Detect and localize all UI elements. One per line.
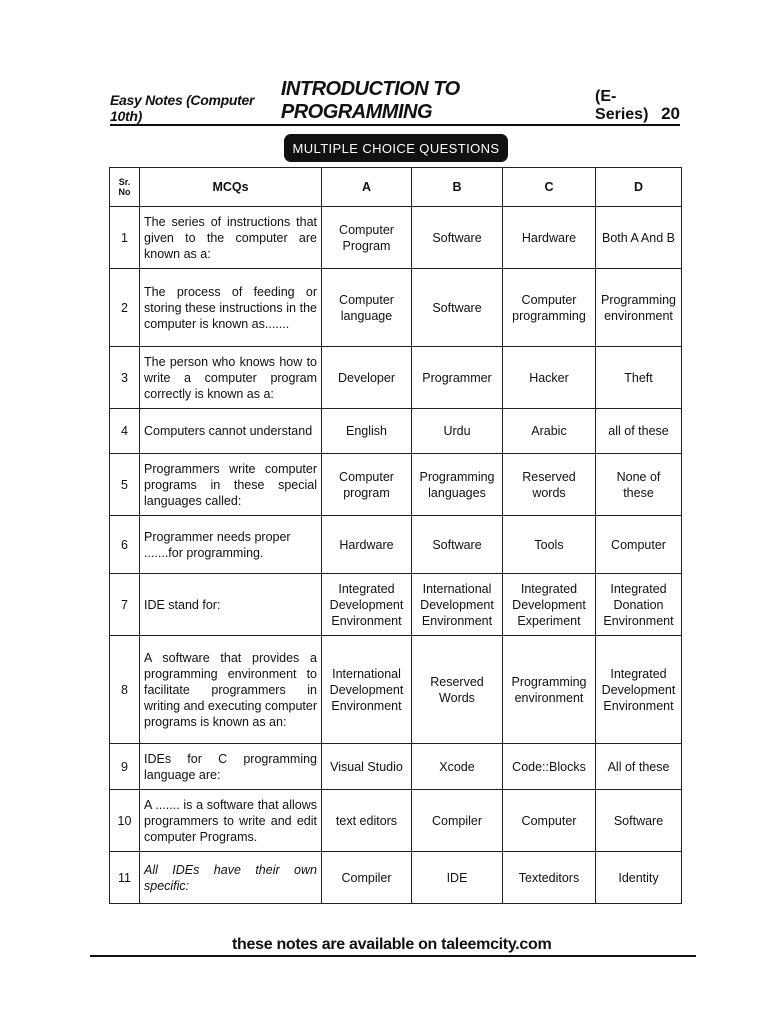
chapter-title: INTRODUCTION TO PROGRAMMING <box>280 78 460 123</box>
header-c: C <box>503 168 596 207</box>
option-c: Code::Blocks <box>503 744 596 790</box>
option-a: English <box>322 409 412 454</box>
option-c: Texteditors <box>503 852 596 904</box>
row-sr: 2 <box>110 269 140 347</box>
option-b: Software <box>412 516 503 574</box>
row-sr: 1 <box>110 207 140 269</box>
page-header <box>110 78 680 124</box>
option-c: Computer <box>503 790 596 852</box>
row-sr: 3 <box>110 347 140 409</box>
option-a: text editors <box>322 790 412 852</box>
row-question: Computers cannot understand <box>140 409 322 454</box>
option-c: Programming environment <box>503 636 596 744</box>
row-sr: 9 <box>110 744 140 790</box>
book-name: Easy Notes (Computer 10th) <box>110 92 255 124</box>
header-a: A <box>322 168 412 207</box>
option-b: IDE <box>412 852 503 904</box>
section-title-badge <box>284 134 508 162</box>
option-b: Urdu <box>412 409 503 454</box>
row-question: The series of instructions that given to the computer are known as a: <box>140 207 322 269</box>
row-question: The person who knows how to write a computer program correctly is known as a: <box>140 347 322 409</box>
option-c: Computer programming <box>503 269 596 347</box>
option-a: Compiler <box>322 852 412 904</box>
row-question: The process of feeding or storing these instructions in the computer is known as....... <box>140 269 322 347</box>
option-a: Computer Program <box>322 207 412 269</box>
row-question: IDE stand for: <box>140 574 322 636</box>
row-question: IDEs for C programming language are: <box>140 744 322 790</box>
option-c: Hacker <box>503 347 596 409</box>
option-d: Both A And B <box>596 207 682 269</box>
option-b: Software <box>412 207 503 269</box>
page-number: 20 <box>661 104 680 123</box>
option-b: Software <box>412 269 503 347</box>
header-mcqs: MCQs <box>140 168 322 207</box>
option-d: Computer <box>596 516 682 574</box>
option-a: Integrated Development Environment <box>322 574 412 636</box>
option-d: all of these <box>596 409 682 454</box>
series-label: (E-Series) <box>595 88 649 123</box>
row-question: Programmer needs proper .......for programming. <box>140 516 322 574</box>
mcq-table <box>109 167 682 904</box>
header-rule <box>110 124 680 126</box>
option-d: Software <box>596 790 682 852</box>
option-d: None of these <box>596 454 682 516</box>
row-sr: 4 <box>110 409 140 454</box>
header-sr-no: Sr. No <box>110 168 140 207</box>
table-row <box>110 347 682 409</box>
option-a: Hardware <box>322 516 412 574</box>
table-row <box>110 852 682 904</box>
table-row <box>110 409 682 454</box>
table-row <box>110 454 682 516</box>
row-sr: 8 <box>110 636 140 744</box>
header-b: B <box>412 168 503 207</box>
row-sr: 11 <box>110 852 140 904</box>
option-c: Hardware <box>503 207 596 269</box>
section-title: MULTIPLE CHOICE QUESTIONS <box>292 140 500 156</box>
header-d: D <box>596 168 682 207</box>
option-b: Reserved Words <box>412 636 503 744</box>
option-c: Tools <box>503 516 596 574</box>
table-row <box>110 744 682 790</box>
option-a: Visual Studio <box>322 744 412 790</box>
option-a: Computer language <box>322 269 412 347</box>
table-row <box>110 269 682 347</box>
option-a: Developer <box>322 347 412 409</box>
row-sr: 7 <box>110 574 140 636</box>
row-sr: 6 <box>110 516 140 574</box>
table-header-row <box>110 168 682 207</box>
option-a: International Development Environment <box>322 636 412 744</box>
option-c: Arabic <box>503 409 596 454</box>
row-question: A software that provides a programming environment to facilitate programmers in writing and executing computer programs is known as an: <box>140 636 322 744</box>
option-b: Compiler <box>412 790 503 852</box>
row-question: Programmers write computer programs in these special languages called: <box>140 454 322 516</box>
option-d: Programming environment <box>596 269 682 347</box>
row-question: A ....... is a software that allows programmers to write and edit computer Programs. <box>140 790 322 852</box>
option-d: Theft <box>596 347 682 409</box>
option-c: Integrated Development Experiment <box>503 574 596 636</box>
option-d: Integrated Donation Environment <box>596 574 682 636</box>
option-b: International Development Environment <box>412 574 503 636</box>
footer-note: these notes are available on taleemcity.com <box>232 936 552 953</box>
table-row <box>110 207 682 269</box>
option-d: Identity <box>596 852 682 904</box>
option-d: All of these <box>596 744 682 790</box>
option-d: Integrated Development Environment <box>596 636 682 744</box>
option-b: Programming languages <box>412 454 503 516</box>
table-row <box>110 574 682 636</box>
table-row <box>110 636 682 744</box>
table-row <box>110 790 682 852</box>
option-b: Programmer <box>412 347 503 409</box>
table-row <box>110 516 682 574</box>
option-b: Xcode <box>412 744 503 790</box>
row-question: All IDEs have their own specific: <box>140 852 322 904</box>
option-a: Computer program <box>322 454 412 516</box>
footer-rule <box>90 955 696 957</box>
row-sr: 10 <box>110 790 140 852</box>
row-sr: 5 <box>110 454 140 516</box>
option-c: Reserved words <box>503 454 596 516</box>
